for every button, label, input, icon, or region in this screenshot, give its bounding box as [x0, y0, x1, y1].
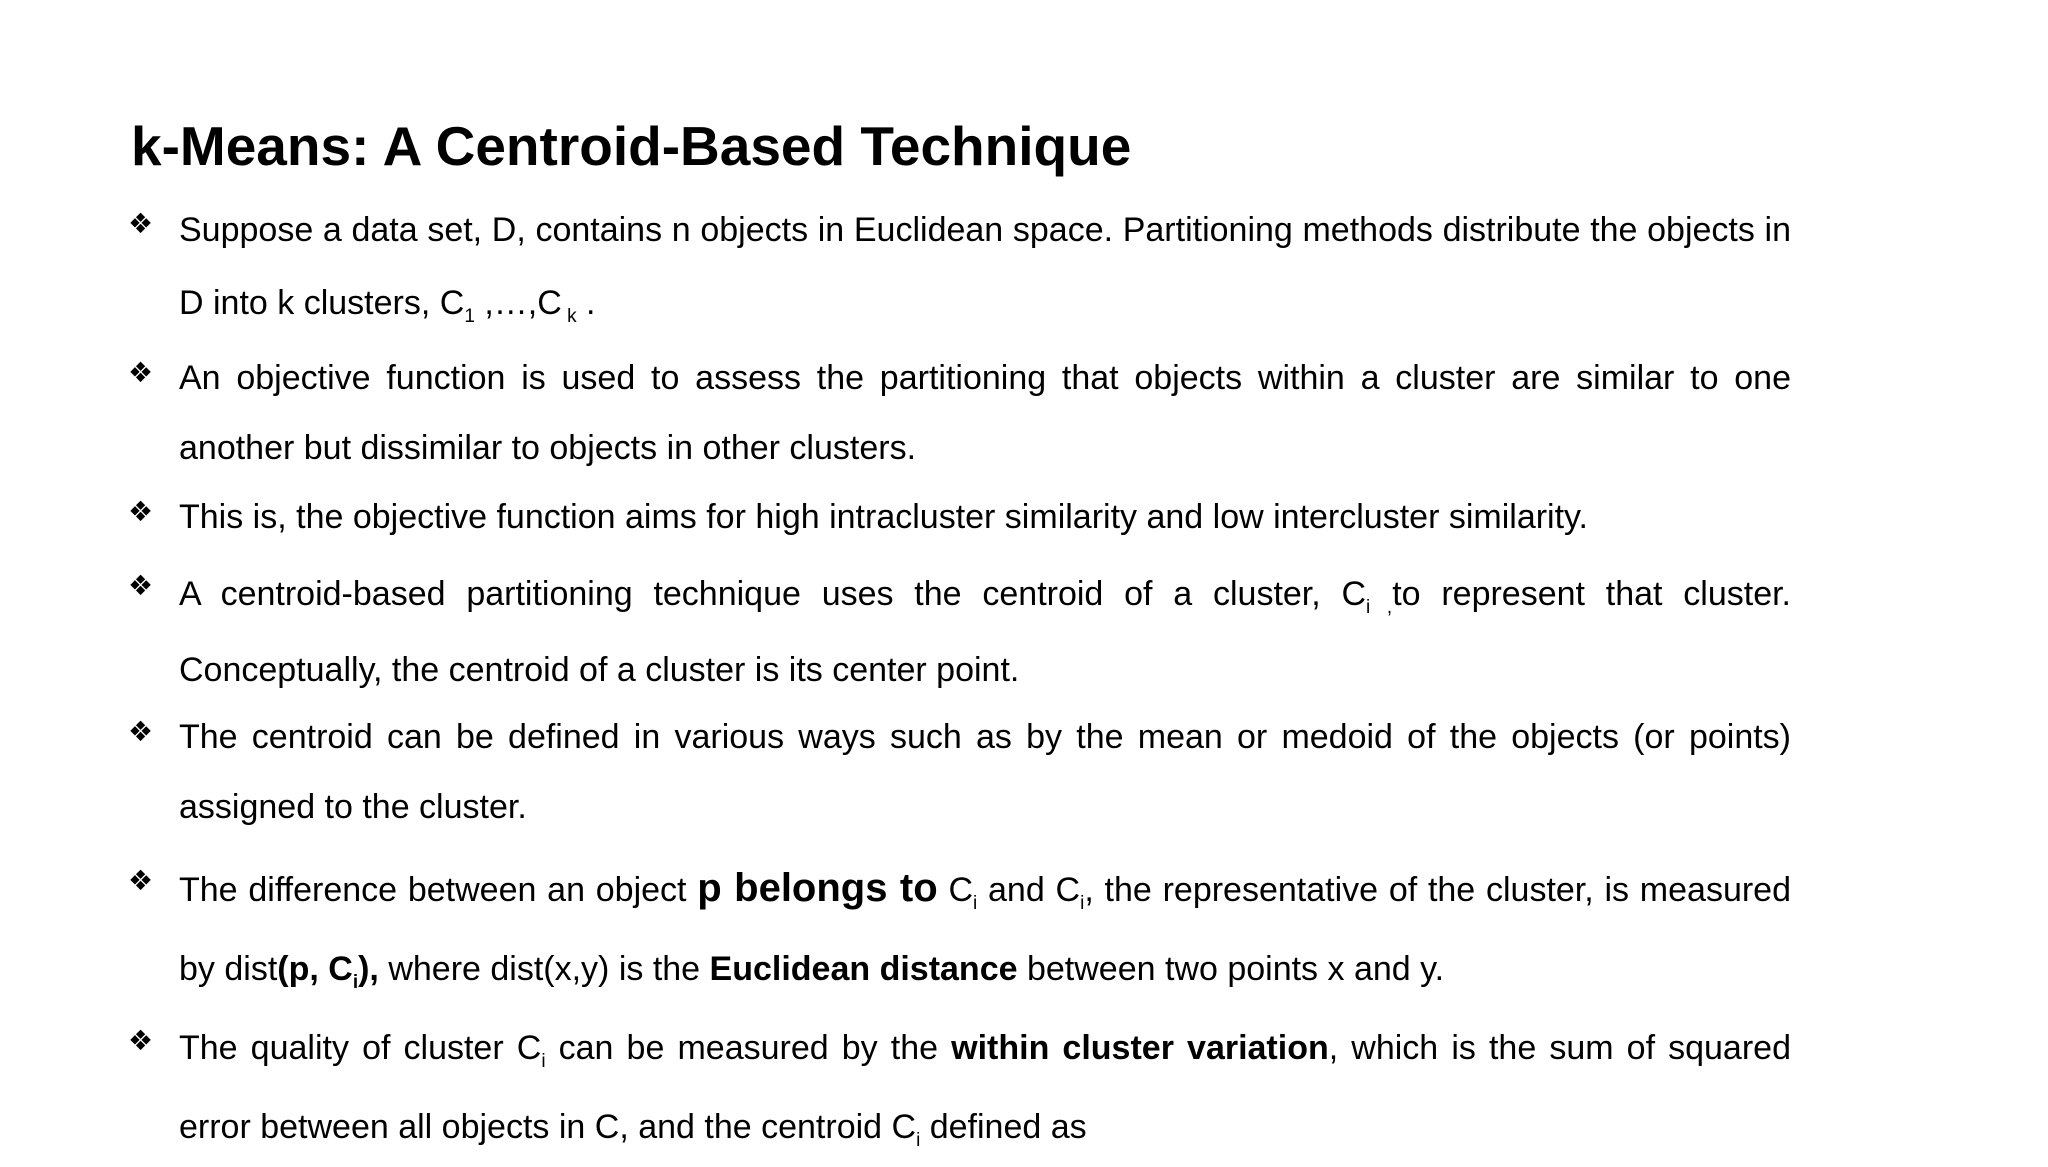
bold-phrase: within cluster variation: [951, 1029, 1329, 1067]
slide-title: k-Means: A Centroid-Based Technique: [131, 115, 1132, 177]
bullet-text: The quality of cluster $C_i$ can be measured by the within cluster variation, which is the sum of squared error between all objects in C, and the centroid $C_i$ defined as: [179, 1029, 1791, 1151]
bullet-text: An objective function is used to assess the partitioning that objects within a cluster are similar to one another but dissimilar to objects in other clusters.: [179, 359, 1791, 467]
bullet-text: A centroid-based partitioning technique uses the centroid of a cluster, $C_{i ,}to$ represent that cluster. Conceptually, the centroid of a cluster is its center point.: [179, 575, 1791, 689]
bold-phrase: p belongs to: [697, 866, 938, 910]
diamond-bullet-icon: ❖: [128, 569, 154, 602]
diamond-bullet-icon: ❖: [128, 1024, 154, 1057]
diamond-bullet-icon: ❖: [128, 495, 154, 528]
bullet-text: Suppose a data set, D, contains n objects in Euclidean space. Partitioning methods distribute the objects in D into k clusters, $C_1$ ,…,C $_k$ .: [179, 211, 1791, 327]
bullet-text: The centroid can be defined in various ways such as by the mean or medoid of the objects (or points) assigned to the cluster.: [179, 718, 1791, 826]
diamond-bullet-icon: ❖: [128, 207, 154, 240]
diamond-bullet-icon: ❖: [128, 864, 154, 897]
bullet-text: This is, the objective function aims for high intracluster similarity and low intercluster similarity.: [179, 498, 1588, 536]
diamond-bullet-icon: ❖: [128, 356, 154, 389]
bold-phrase: Euclidean distance: [709, 950, 1018, 988]
bullet-text: The difference between an object p belongs to $C_i$ and $C_i$, the representative of the cluster, is measured by dist(p, $C_i$), where dist(x,y) is the Euclidean distance between two points x and y.: [179, 866, 1791, 993]
diamond-bullet-icon: ❖: [128, 715, 154, 748]
